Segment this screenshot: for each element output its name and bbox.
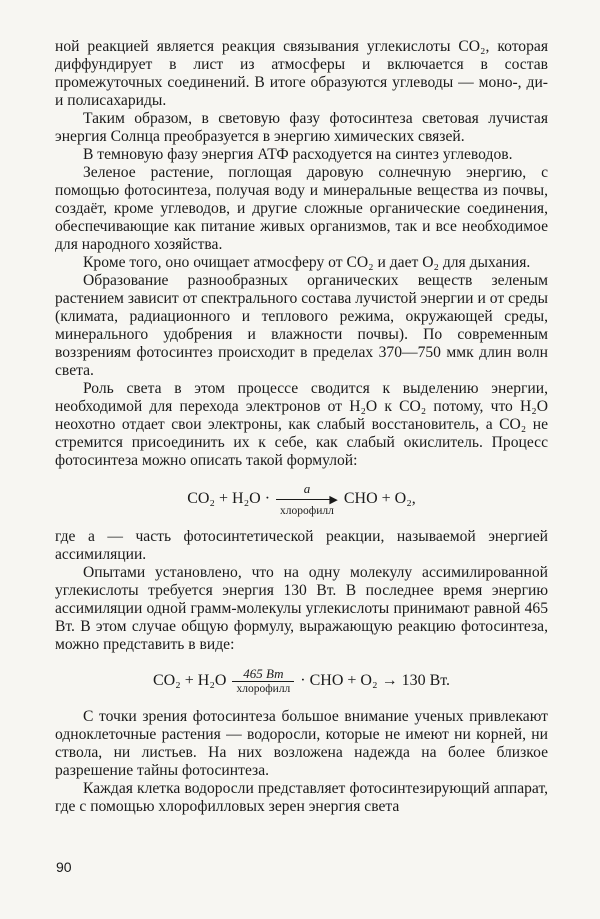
paragraph-6: Образование разнообразных органических веществ зеленым растением зависит от спектрального состава лучистой энергии и от среды (климата, радиационного и теплового режима, окружающей среды, минерального удобрения и влажности почвы). По современным воззрениям фотосинтез происходит в пределах 370—750 ммк длин волн света. xyxy=(55,272,548,379)
formula-2-denominator: хлорофилл xyxy=(236,683,291,695)
paragraph-3: В темновую фазу энергия АТФ расходуется на синтез углеводов. xyxy=(83,146,513,163)
formula-1-arrow xyxy=(276,481,338,518)
paragraph-2: Таким образом, в световую фазу фотосинтеза световая лучистая энергия Солнца преобразуется в энергию химических связей. xyxy=(55,110,548,145)
paragraph-1: ной реакцией является реакция связывания углекислоты CO₂, которая диффундирует в лист из атмосферы и включается в состав промежуточных соединений. В итоге образуются углеводы — моно-, ди- и полисахариды. xyxy=(55,38,548,109)
formula-1-denominator: хлорофилл xyxy=(280,504,334,517)
paragraph-5: Кроме того, оно очищает атмосферу от CO₂ и дает O₂ для дыхания. xyxy=(83,254,531,271)
formula-1-numerator: a xyxy=(303,480,311,496)
formula-2-left: CO₂ + H₂O xyxy=(152,672,227,689)
formula-2-fraction xyxy=(232,666,294,696)
paragraph-9: Опытами установлено, что на одну молекулу ассимилированной углекислоты требуется энергия 130 Вт. В последнее время энергию ассимиляции одной грамм-молекулы углекислоты принимают равной 465 Вт. В этом случае общую формулу, выражающую реакцию фотосинтеза, можно представить в виде: xyxy=(55,564,548,653)
paragraph-8: где a — часть фотосинтетической реакции, называемой энергией ассимиляции. xyxy=(55,528,548,563)
formula-energy xyxy=(55,654,548,708)
paragraph-7: Роль света в этом процессе сводится к выделению энергии, необходимой для перехода электронов от H₂O к CO₂ потому, что H₂O неохотно отдает свои электроны, как слабый восстановитель, а CO₂ не стремится присоединить их к себе, как слабый окислитель. Процесс фотосинтеза можно описать такой формулой: xyxy=(55,380,548,469)
formula-2-right: · CHO + O₂ → 130 Вт. xyxy=(300,672,451,689)
paragraph-11: Каждая клетка водоросли представляет фотосинтезирующий аппарат, где с помощью хлорофилловых зерен энергия света xyxy=(55,780,548,815)
paragraph-4: Зеленое растение, поглощая даровую солнечную энергию, с помощью фотосинтеза, получая воду и минеральные вещества из почвы, создаёт, кроме углеводов, и другие сложные органические соединения, обеспечивающие как питание живых организмов, так и все необходимое для народного хозяйства. xyxy=(55,164,548,253)
right-arrow-icon: ▶ xyxy=(276,496,338,504)
formula-1-right: CHO + O₂, xyxy=(343,490,416,507)
page-number: 90 xyxy=(56,859,72,875)
formula-1-left: CO₂ + H₂O · xyxy=(187,490,271,507)
formula-photosynthesis xyxy=(55,470,548,528)
formula-2-numerator: 465 Вт xyxy=(243,666,284,681)
paragraph-10: С точки зрения фотосинтеза большое внимание ученых привлекают одноклеточные растения — водоросли, которые не имеют ни корней, ни ствола, ни листьев. На них возложена надежда на более близкое разрешение тайны фотосинтеза. xyxy=(55,708,548,779)
